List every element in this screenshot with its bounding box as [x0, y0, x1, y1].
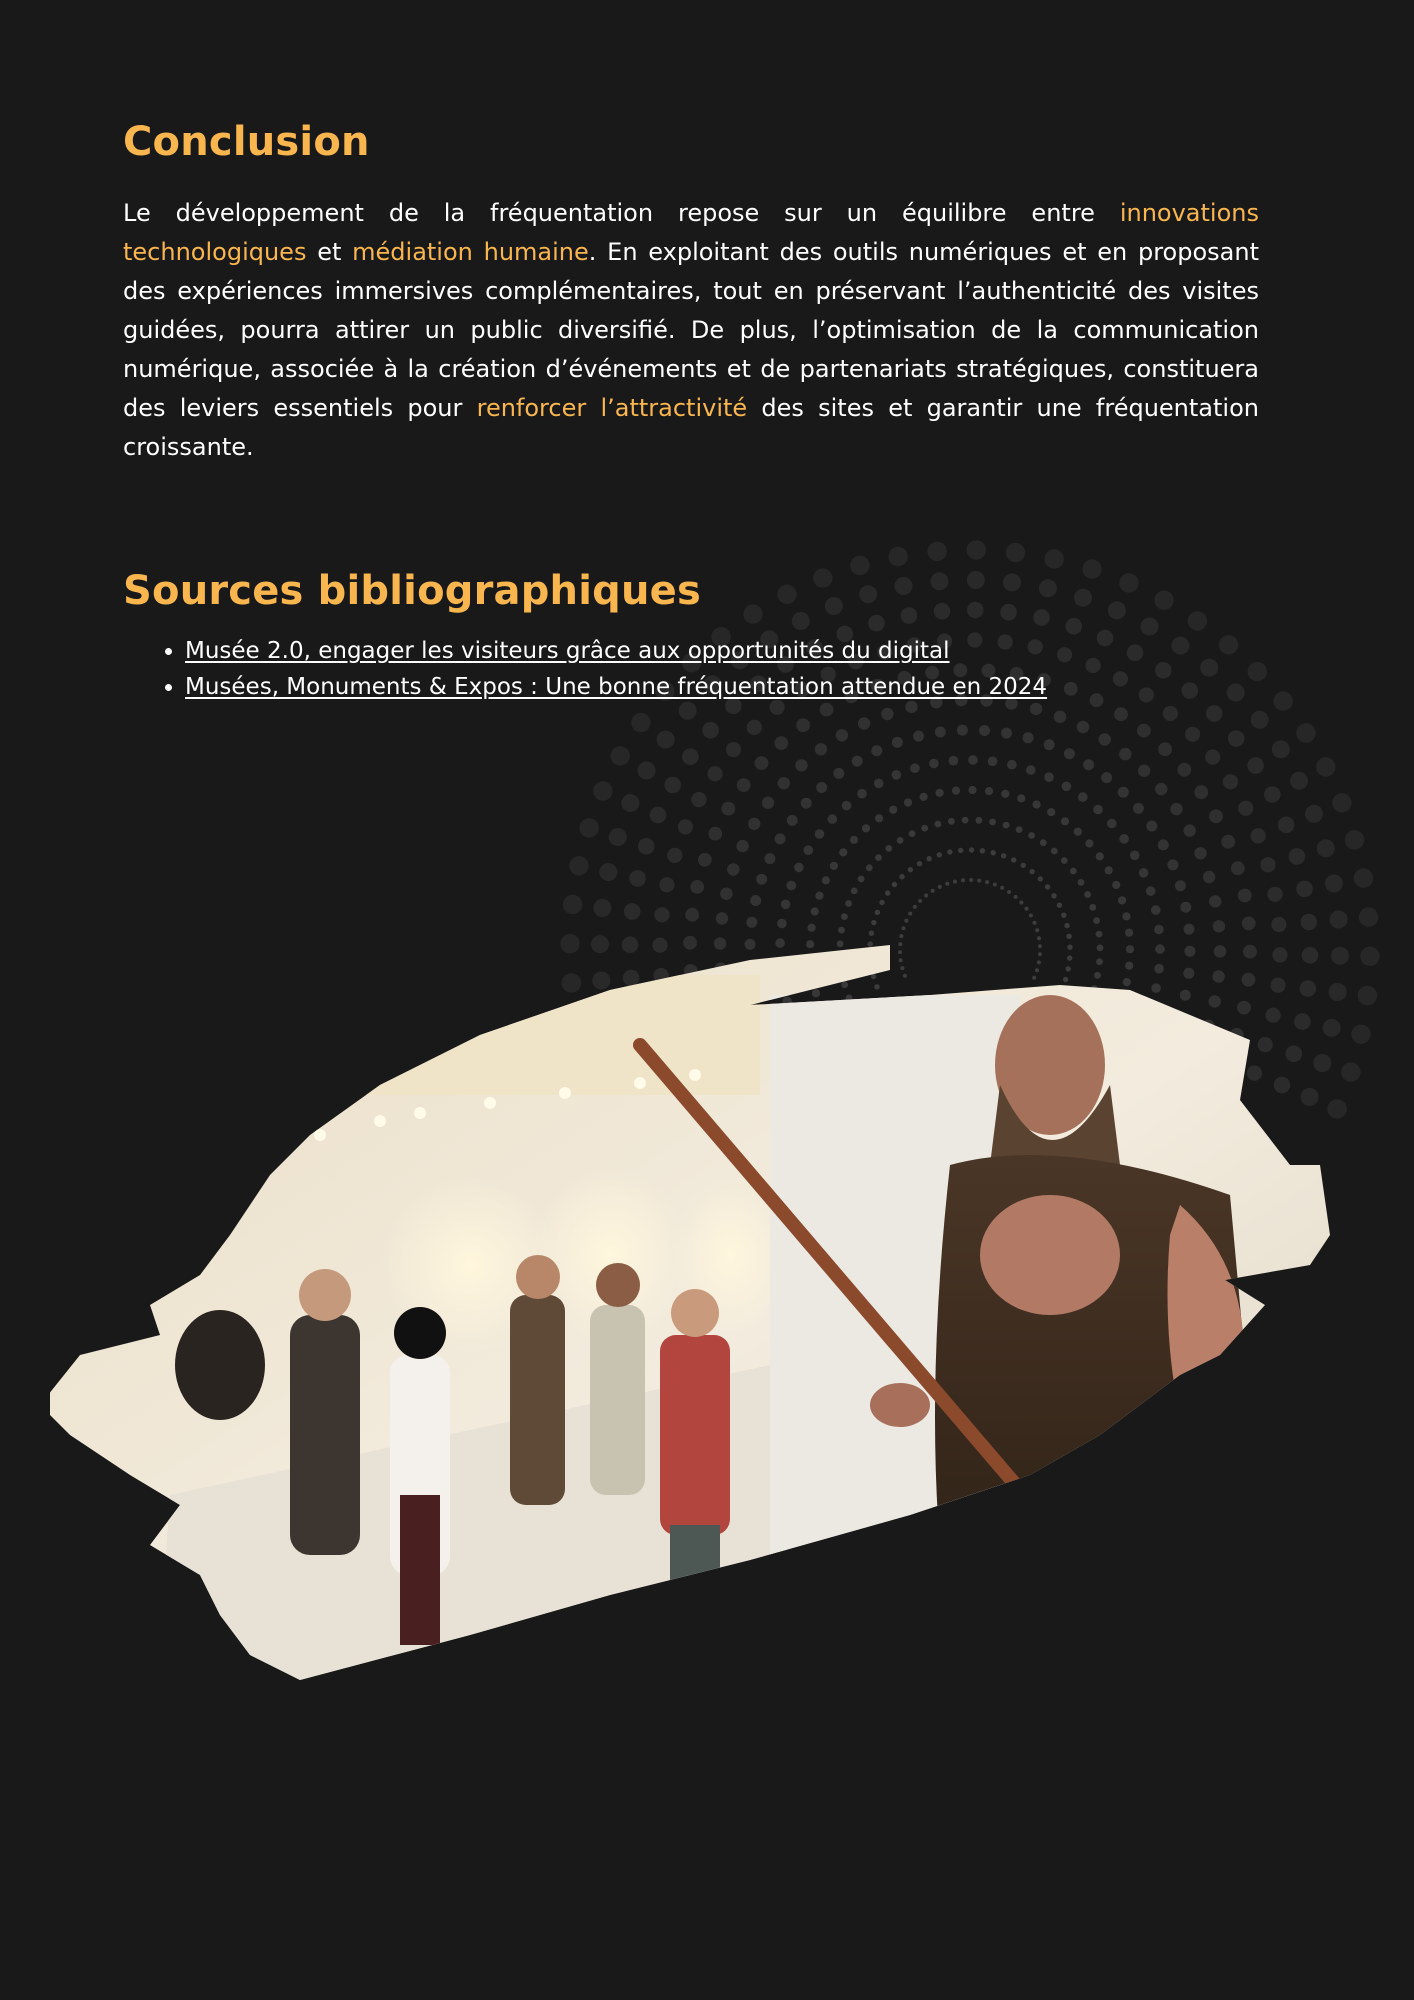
- paragraph-text: . En exploitant des outils numériques et en proposant des expériences immersives complémentaires, tout en préservant l’authenticité des visites guidées, pourra attirer un public diversifié. De plus, l’optimisation de la communication numérique, associée à la création d’événements et de partenariats stratégiques, constituera des leviers essentiels pour: [123, 238, 1259, 422]
- sources-heading: Sources bibliographiques: [123, 568, 701, 614]
- highlighted-phrase: innovations technologiques: [123, 199, 1259, 266]
- sources-list: [123, 633, 1259, 705]
- paragraph-text: des sites et garantir une fréquentation croissante.: [123, 394, 1259, 461]
- paragraph-text: et: [306, 238, 353, 266]
- list-item: [185, 669, 1259, 705]
- source-link-musee-2-0[interactable]: Musée 2.0, engager les visiteurs grâce aux opportunités du digital: [185, 638, 950, 664]
- conclusion-paragraph: [123, 194, 1259, 467]
- conclusion-heading: Conclusion: [123, 119, 370, 165]
- highlighted-phrase: renforcer l’attractivité: [476, 394, 748, 422]
- highlighted-phrase: médiation humaine: [352, 238, 589, 266]
- museum-visitors-photo: [50, 935, 1366, 1795]
- list-item: [185, 633, 1259, 669]
- source-link-musees-monuments-expos[interactable]: Musées, Monuments & Expos : Une bonne fréquentation attendue en 2024: [185, 674, 1048, 700]
- paragraph-text: Le développement de la fréquentation repose sur un équilibre entre: [123, 199, 1120, 227]
